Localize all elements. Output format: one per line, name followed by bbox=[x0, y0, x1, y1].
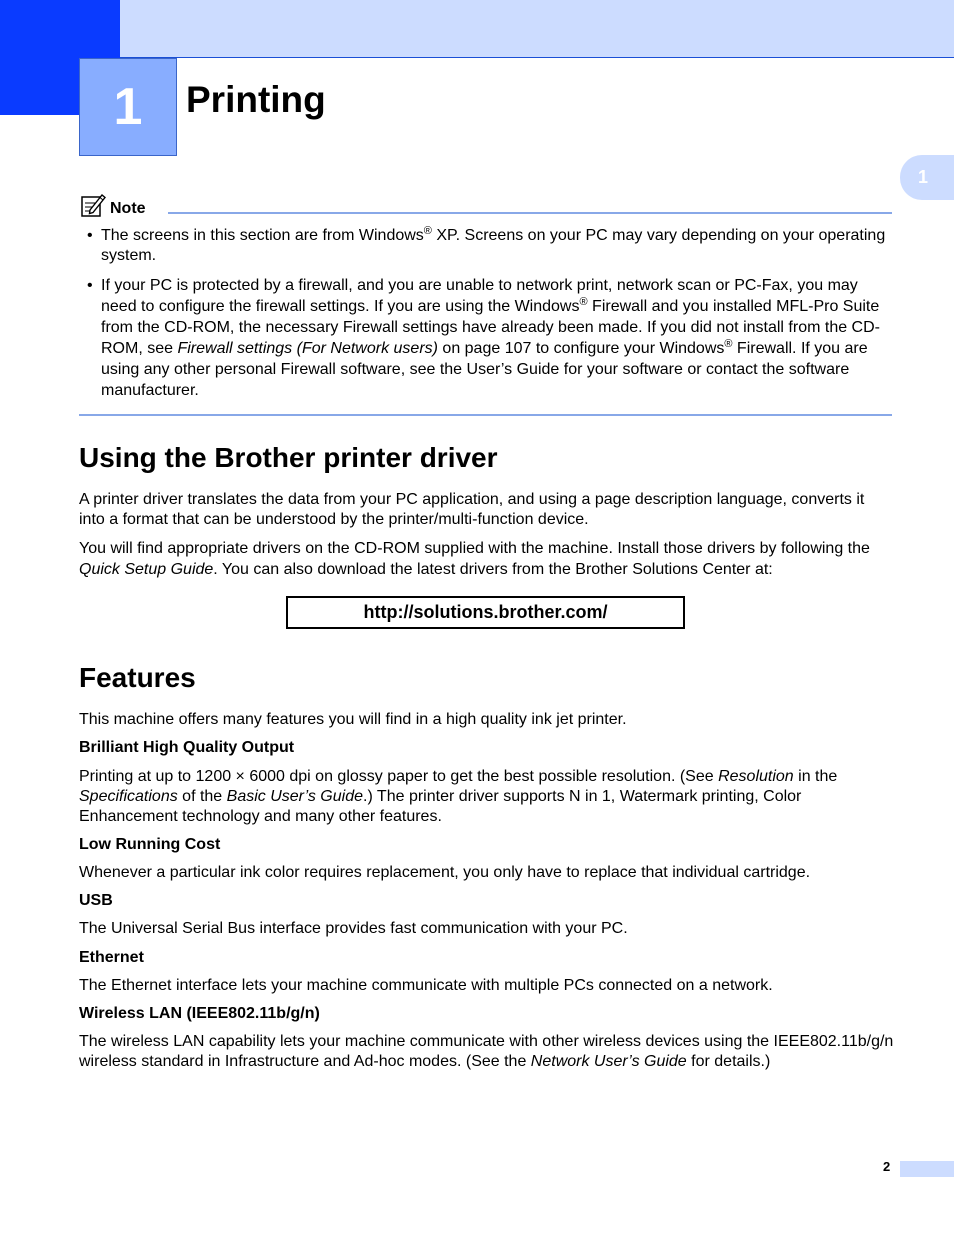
note-label: Note bbox=[110, 200, 146, 217]
chapter-number: 1 bbox=[113, 78, 143, 136]
section-heading-printer-driver: Using the Brother printer driver bbox=[79, 442, 498, 473]
paragraph: The Universal Serial Bus interface provides fast communication with your PC. bbox=[79, 920, 628, 937]
paragraph: The wireless LAN capability lets your machine communicate with other wireless devices using the IEEE802.11b/g/n wireless standard in Infrastructure and Ad-hoc modes. (See the Network User’s Guide for details.) bbox=[79, 1033, 894, 1070]
chapter-number-box bbox=[79, 58, 177, 156]
chapter-side-tab[interactable]: 1 bbox=[900, 155, 954, 200]
section-heading-features: Features bbox=[79, 662, 196, 693]
note-top-rule bbox=[168, 212, 892, 214]
note-bottom-rule bbox=[79, 414, 892, 416]
bullet: • bbox=[87, 227, 93, 244]
paragraph: This machine offers many features you will find in a high quality ink jet printer. bbox=[79, 711, 627, 728]
bullet: • bbox=[87, 277, 93, 294]
note-item: • The screens in this section are from Windows® XP. Screens on your PC may vary depending on your operating system. bbox=[87, 225, 886, 264]
header-band bbox=[0, 0, 954, 58]
page-number-tab bbox=[900, 1161, 954, 1177]
feature-title: Low Running Cost bbox=[79, 836, 221, 853]
paragraph: A printer driver translates the data from your PC application, and using a page description language, converts it into a format that can be understood by the printer/multi-function device. bbox=[79, 491, 865, 528]
paragraph: You will find appropriate drivers on the CD-ROM supplied with the machine. Install those drivers by following the Quick Setup Guide. You can also download the latest drivers from the Brother Solutions Center at: bbox=[79, 540, 870, 578]
feature-title: Brilliant High Quality Output bbox=[79, 739, 295, 756]
feature-title: USB bbox=[79, 892, 113, 909]
note-item: • If your PC is protected by a firewall, and you are unable to network print, network scan or PC-Fax, you may need to configure the firewall settings. If you are using the Windows® Firewall and you installed MFL-Pro Suite from the CD-ROM, the necessary Firewall settings have already been made. If you did not install from the CD-ROM, see Firewall settings (For Network users) on page 107 to configure your Windows® Firewall. If you are using any other personal Firewall software, see the User’s Guide for your software or contact the software manufacturer. bbox=[87, 277, 880, 399]
note-pencil-icon bbox=[81, 193, 106, 217]
paragraph: Whenever a particular ink color requires replacement, you only have to replace that individual cartridge. bbox=[79, 864, 811, 881]
feature-title: Ethernet bbox=[79, 949, 144, 966]
page-number: 2 bbox=[883, 1159, 891, 1174]
chapter-title: Printing bbox=[186, 79, 326, 120]
solutions-url-link[interactable]: http://solutions.brother.com/ bbox=[286, 596, 685, 629]
paragraph: The Ethernet interface lets your machine communicate with multiple PCs connected on a network. bbox=[79, 977, 773, 994]
feature-title: Wireless LAN (IEEE802.11b/g/n) bbox=[79, 1005, 320, 1022]
paragraph: Printing at up to 1200 × 6000 dpi on glossy paper to get the best possible resolution. (See Resolution in the Specifications of the Basic User’s Guide.) The printer driver supports N in 1, Watermark printing, Color Enhancement technology and many other features. bbox=[79, 768, 838, 825]
